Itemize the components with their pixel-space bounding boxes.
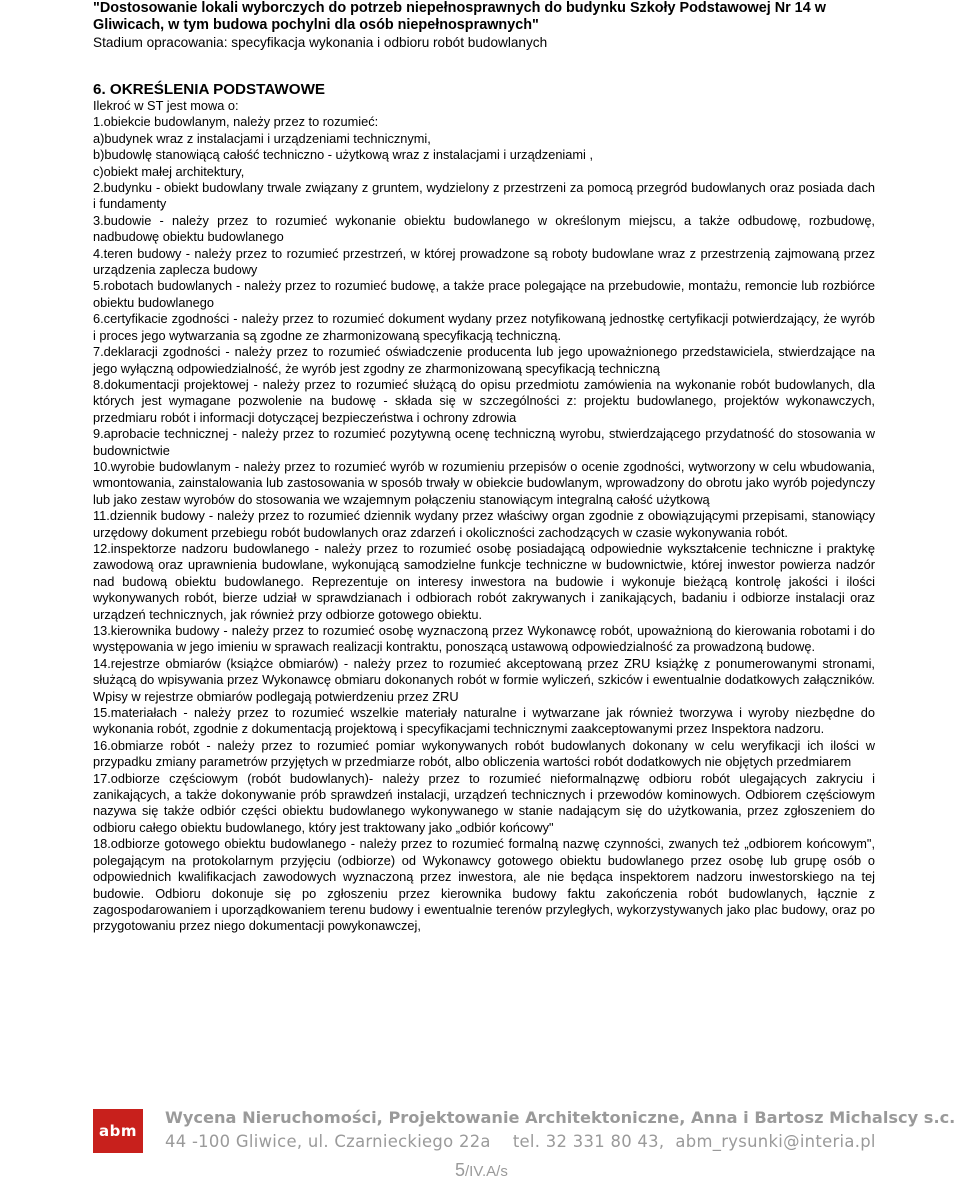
definition-6: 6.certyfikacie zgodności - należy przez to rozumieć dokument wydany przez notyfikowaną jednostkę certyfikacji potwierdzający, że wyrób i proces jego wytwarzania są zgodne ze zharmonizowaną specyfikacją techniczną. xyxy=(93,311,875,343)
document-title xyxy=(93,0,875,34)
definition-9: 9.aprobacie technicznej - należy przez to rozumieć pozytywną ocenę techniczną wyrobu, stwierdzającego przydatność do stosowania w budownictwie xyxy=(93,426,875,458)
definitions-body xyxy=(93,98,875,935)
page-number-suffix: /IV.A/s xyxy=(465,1163,508,1180)
definition-10: 10.wyrobie budowlanym - należy przez to rozumieć wyrób w rozumieniu przepisów o ocenie zgodności, wytworzony w celu wbudowania, wmontowania, zainstalowania lub zastosowania w sposób trwały w obiekcie budowlanym, wprowadzony do obrotu jako wyrób pojedynczy lub jako zestaw wyrobów do stosowania we wzajemnym połączeniu stanowiącym integralną całość użytkową xyxy=(93,458,875,507)
company-logo: abm xyxy=(93,1109,143,1153)
definition-18: 18.odbiorze gotowego obiektu budowlanego - należy przez to rozumieć formalną nazwę czynności, zwanych też „odbiorem końcowym", polegającym na protokolarnym przyjęciu (odbiorze) od Wykonawcy gotowego obiektu budowlanego przez osobę lub grupę osób o odpowiednich kwalifikacjach zawodowych wyznaczoną przez inwestora, ale nie będąca inspektorem nadzoru inwestorskiego na tej budowie. Odbioru dokonuje się po zgłoszeniu przez kierownika budowy faktu zakończenia robót budowlanych, łącznie z zagospodarowaniem i uporządkowaniem terenu budowy i ewentualnie terenów przyległych, wykorzystywanych jako plac budowy, oraz po przygotowaniu przez niego dokumentacji powykonawczej, xyxy=(93,836,875,934)
document-page xyxy=(93,0,875,935)
definition-13: 13.kierownika budowy - należy przez to rozumieć osobę wyznaczoną przez Wykonawcę robót, upoważnioną do kierowania robotami i do występowania w jego imieniu w sprawach realizacji kontraktu, ponoszącą ustawową odpowiedzialność za prowadzoną budowę. xyxy=(93,623,875,655)
definition-15: 15.materiałach - należy przez to rozumieć wszelkie materiały naturalne i wytwarzane jak również tworzywa i wyroby niezbędne do wykonania robót, zgodnie z dokumentacją projektową i specyfikacjami technicznymi zaakceptowanymi przez Inspektora nadzoru. xyxy=(93,705,875,737)
definition-16: 16.obmiarze robót - należy przez to rozumieć pomiar wykonywanych robót budowlanych dokonany w celu weryfikacji ich ilości w przypadku zmiany parametrów przyjętych w przedmiarze robót, albo obliczenia wartości robót dodatkowych nie objętych przedmiarem xyxy=(93,737,875,770)
definition-2: 2.budynku - obiekt budowlany trwale związany z gruntem, wydzielony z przestrzeni za pomocą przegród budowlanych oraz posiada dach i fundamenty xyxy=(93,180,875,212)
definition-17: 17.odbiorze częściowym (robót budowlanych)- należy przez to rozumieć nieformalnązwę odbioru robót ulegających zakryciu i zanikających, a także dokonywanie prób sprawdzeń instalacji, urządzeń technicznych i przewodów kominowych. Odbiorem częściowym nazywa się także odbiór części obiektu budowlanego wykonywanego w stanie nadającym się do użytkowania, przez zgłoszeniem do odbioru całego obiektu budowlanego, który jest traktowany jako „odbiór końcowy" xyxy=(93,770,875,835)
definition-8: 8.dokumentacji projektowej - należy przez to rozumieć służącą do opisu przedmiotu zamówienia na wykonanie robót budowlanych, dla których jest wymagane pozwolenie na budowę - składa się w szczególności z: projektu budowlanego, projektów wykonawczych, przedmiaru robót i informacji dotyczącej bezpieczeństwa i ochrony zdrowia xyxy=(93,376,875,425)
definition-4: 4.teren budowy - należy przez to rozumieć przestrzeń, w której prowadzone są roboty budowlane wraz z przestrzenią zajmowaną przez urządzenia zaplecza budowy xyxy=(93,245,875,278)
definition-3: 3.budowie - należy przez to rozumieć wykonanie obiektu budowlanego w określonym miejscu, a także odbudowę, rozbudowę, nadbudowę obiektu budowlanego xyxy=(93,212,875,245)
document-title-line-2: Gliwicach, w tym budowa pochylni dla osób niepełnosprawnych" xyxy=(93,17,539,33)
definition-14: 14.rejestrze obmiarów (książce obmiarów) - należy przez to rozumieć akceptowaną przez ZRU książkę z ponumerowanymi stronami, służącą do wpisywania przez Wykonawcę obmiaru dokonanych robót w formie wyliczeń, szkiców i ewentualnie dodatkowych załączników. Wpisy w rejestrze obmiarów podlegają potwierdzeniu przez ZRU xyxy=(93,655,875,704)
page-number-main: 5 xyxy=(455,1160,466,1180)
definition-12: 12.inspektorze nadzoru budowlanego - należy przez to rozumieć osobę posiadającą odpowiednie wykształcenie techniczne i praktykę zawodową oraz uprawnienia budowlane, wykonującą samodzielne funkcje techniczne w budownictwie, której inwestor powierza nadzór nad budową obiektu budowlanego. Reprezentuje on interesy inwestora na budowie i wykonuje bieżącą kontrolę jakości i ilości wykonywanych robót, bierze udział w sprawdzianach i odbiorach robót zakrywanych i zanikających, badaniu i odbiorze instalacji oraz urządzeń technicznych, jak również przy odbiorze gotowego obiektu. xyxy=(93,540,875,622)
definition-1: 1.obiekcie budowlanym, należy przez to rozumieć: xyxy=(93,114,379,130)
definition-11: 11.dziennik budowy - należy przez to rozumieć dziennik wydany przez właściwy organ zgodnie z obowiązującymi przepisami, stanowiący urzędowy dokument przebiegu robót budowlanych oraz zdarzeń i okoliczności zachodzących w czasie wykonywania robót. xyxy=(93,508,875,540)
section-intro: Ilekroć w ST jest mowa o: xyxy=(93,98,239,113)
definition-5: 5.robotach budowlanych - należy przez to rozumieć budowę, a także prace polegające na przebudowie, montażu, remoncie lub rozbiórce obiektu budowlanego xyxy=(93,278,875,310)
footer-company-name: Wycena Nieruchomości, Projektowanie Architektoniczne, Anna i Bartosz Michalscy s.c. xyxy=(165,1108,956,1127)
definition-7: 7.deklaracji zgodności - należy przez to rozumieć oświadczenie producenta lub jego upoważnionego przedstawiciela, stwierdzające na jego wyłączną odpowiedzialność, że wyrób jest zgodny ze zharmonizowaną specyfikacją techniczną xyxy=(93,344,875,376)
document-stage: Stadium opracowania: specyfikacja wykonania i odbioru robót budowlanych xyxy=(93,35,548,50)
page-footer xyxy=(93,1108,956,1156)
definition-1c: c)obiekt małej architektury, xyxy=(93,163,245,179)
section-heading: 6. OKREŚLENIA PODSTAWOWE xyxy=(93,81,326,98)
footer-contact: 44 -100 Gliwice, ul. Czarnieckiego 22a tel. 32 331 80 43, abm_rysunki@interia.pl xyxy=(165,1132,876,1151)
definition-1b: b)budowlę stanowiącą całość techniczno - użytkową wraz z instalacjami i urządzeniami , xyxy=(93,147,594,163)
document-title-line-1: "Dostosowanie lokali wyborczych do potrzeb niepełnosprawnych do budynku Szkoły Podstawowej Nr 14 w xyxy=(93,0,826,16)
definition-1a: a)budynek wraz z instalacjami i urządzeniami technicznymi, xyxy=(93,130,431,146)
